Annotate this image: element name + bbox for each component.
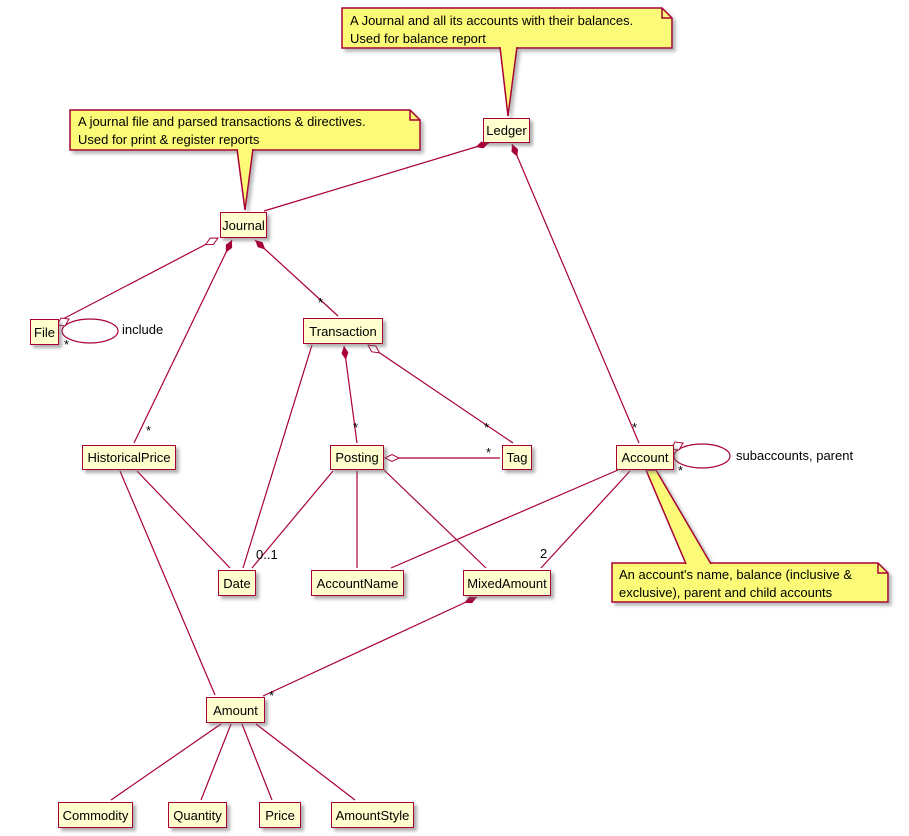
class-box-posting: Posting bbox=[330, 445, 384, 470]
note-line: A journal file and parsed transactions & directives. bbox=[78, 114, 366, 129]
class-box-transaction: Transaction bbox=[303, 318, 383, 344]
edge-amount-amountstyle bbox=[256, 724, 355, 800]
multiplicity-file-selfloop: * bbox=[64, 337, 70, 352]
note-line: exclusive), parent and child accounts bbox=[619, 585, 833, 600]
note-pointer bbox=[237, 149, 253, 210]
note-journal bbox=[78, 113, 366, 149]
class-box-price: Price bbox=[259, 802, 301, 828]
edge-journal-historicalprice bbox=[134, 240, 232, 443]
class-box-account: Account bbox=[616, 445, 674, 470]
edge-transaction-tag bbox=[368, 345, 513, 443]
multiplicity-account: * bbox=[632, 420, 638, 435]
multiplicity-account-selfloop: * bbox=[678, 463, 684, 478]
notes-layer bbox=[70, 8, 888, 602]
class-box-journal: Journal bbox=[220, 212, 267, 238]
multiplicity-historicalprice: * bbox=[146, 423, 152, 438]
class-box-amount: Amount bbox=[206, 697, 265, 723]
edge-historicalprice-amount bbox=[120, 471, 215, 695]
class-box-historicalprice: HistoricalPrice bbox=[82, 445, 176, 470]
edge-file-selfloop bbox=[62, 319, 118, 343]
class-box-quantity: Quantity bbox=[168, 802, 227, 828]
multiplicity-transaction: * bbox=[318, 295, 324, 310]
edges-layer bbox=[61, 143, 730, 800]
edge-ledger-journal bbox=[264, 143, 489, 211]
note-ledger bbox=[350, 12, 633, 48]
edge-account-accountname bbox=[391, 470, 618, 568]
note-line: An account's name, balance (inclusive & bbox=[619, 567, 852, 582]
multiplicity-mixedamount-from-account: 2 bbox=[540, 546, 548, 561]
multiplicity-date-from-posting: 0..1 bbox=[256, 547, 278, 562]
multiplicity-amount: * bbox=[269, 688, 275, 703]
class-box-mixedamount: MixedAmount bbox=[463, 570, 551, 596]
class-box-file: File bbox=[30, 319, 59, 345]
class-box-accountname: AccountName bbox=[311, 570, 404, 596]
class-box-tag: Tag bbox=[502, 445, 532, 470]
note-line: Used for print & register reports bbox=[78, 132, 260, 147]
edge-amount-commodity bbox=[111, 724, 221, 800]
note-pointer bbox=[646, 470, 711, 564]
note-line: A Journal and all its accounts with their balances. bbox=[350, 13, 634, 28]
label-subaccounts-parent: subaccounts, parent bbox=[736, 448, 854, 463]
edge-historicalprice-date bbox=[137, 471, 230, 568]
class-box-commodity: Commodity bbox=[58, 802, 133, 828]
label-include: include bbox=[122, 322, 164, 337]
edge-transaction-date bbox=[243, 345, 312, 568]
edge-amount-price bbox=[242, 724, 272, 800]
note-account bbox=[619, 566, 852, 602]
edge-mixedamount-amount bbox=[263, 597, 477, 696]
multiplicity-tag-from-transaction: * bbox=[484, 420, 490, 435]
class-box-amountstyle: AmountStyle bbox=[331, 802, 414, 828]
edge-ledger-account bbox=[512, 144, 639, 443]
edge-posting-mixedamount bbox=[384, 470, 486, 568]
class-box-date: Date bbox=[218, 570, 256, 596]
class-box-ledger: Ledger bbox=[483, 118, 530, 143]
multiplicity-posting: * bbox=[353, 420, 359, 435]
edge-journal-transaction bbox=[255, 240, 338, 316]
note-line: Used for balance report bbox=[350, 31, 486, 46]
note-pointer bbox=[500, 47, 517, 116]
edge-journal-file bbox=[61, 238, 218, 320]
multiplicity-tag-from-posting: * bbox=[486, 445, 492, 460]
edge-account-mixedamount bbox=[541, 471, 630, 568]
